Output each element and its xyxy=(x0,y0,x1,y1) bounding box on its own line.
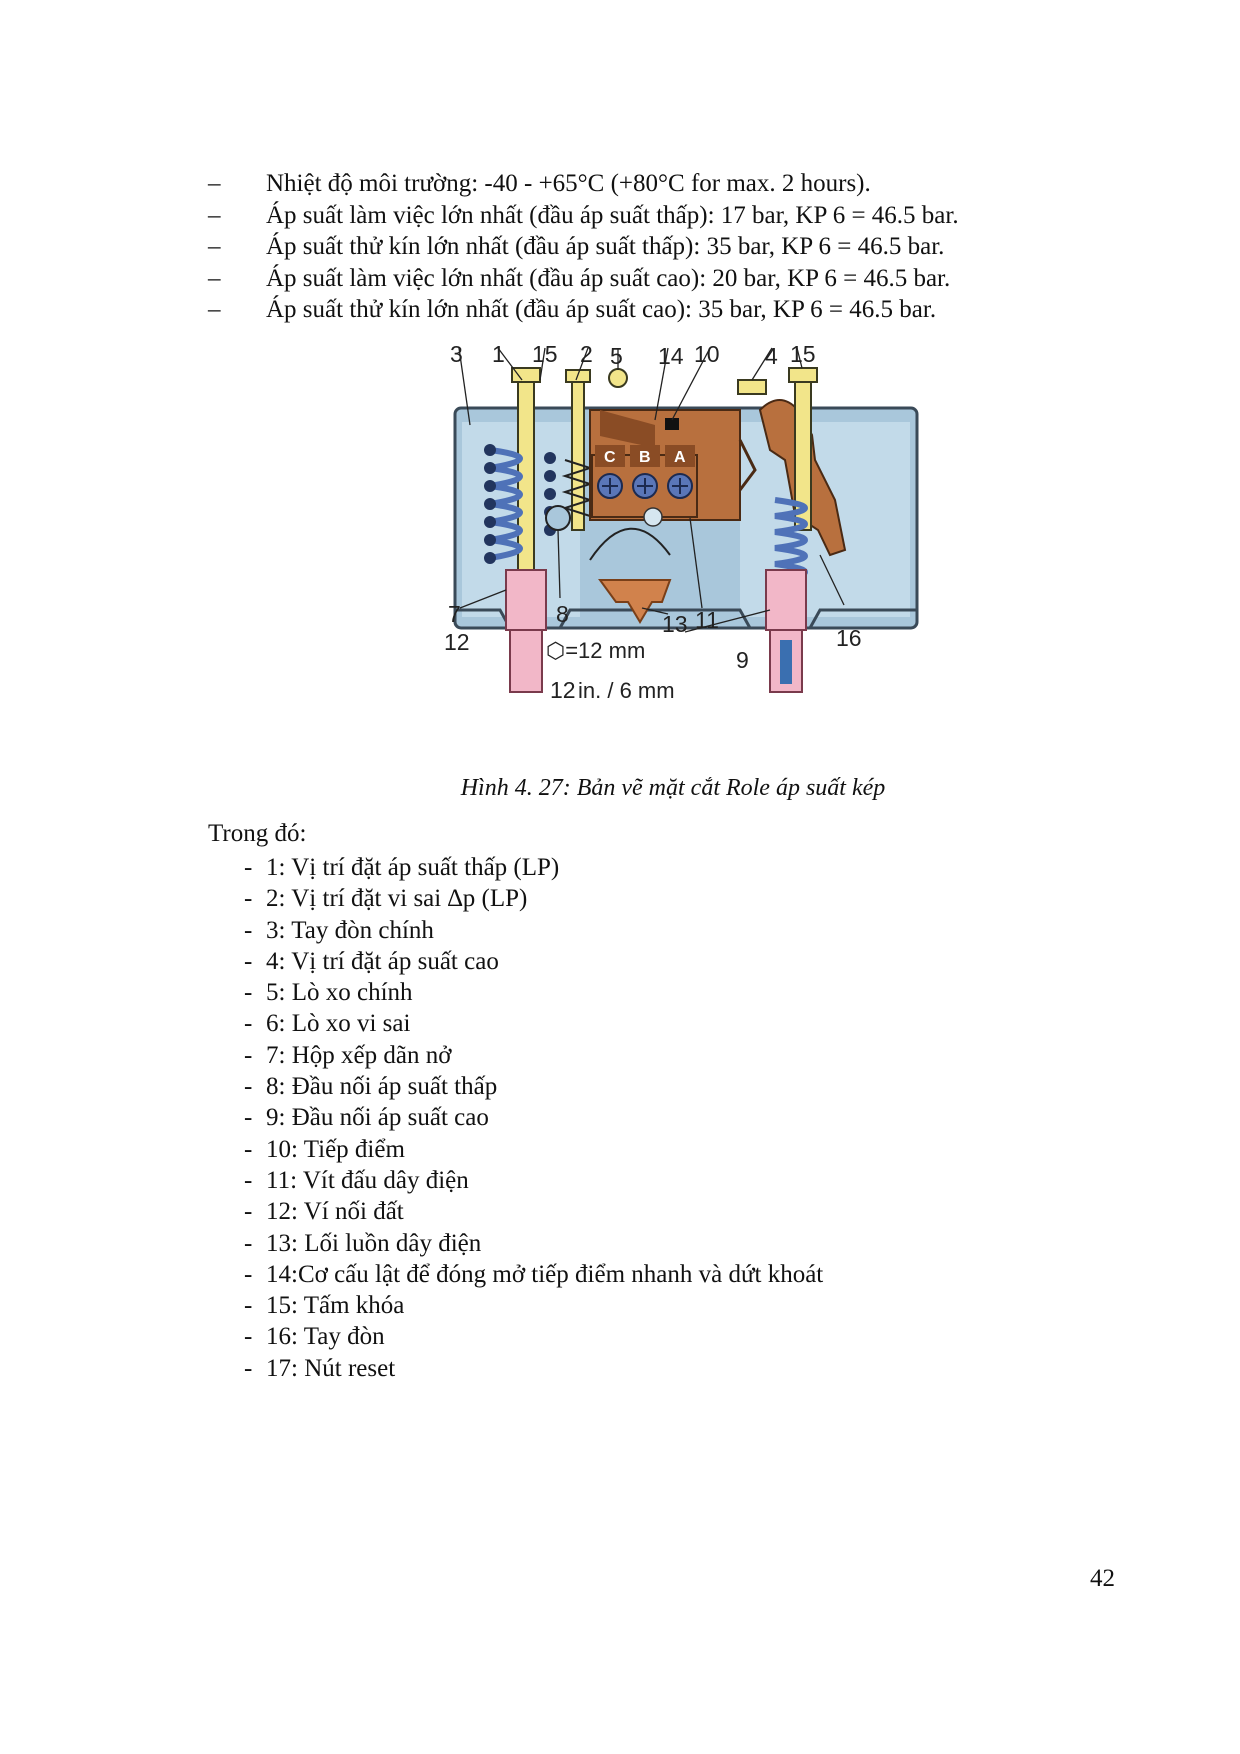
figure-caption: Hình 4. 27: Bản vẽ mặt cắt Role áp suất kép xyxy=(460,775,886,801)
legend-dash: - xyxy=(244,1166,253,1194)
legend-text: 11: Vít đấu dây điện xyxy=(266,1166,469,1194)
legend-dash: - xyxy=(244,1354,253,1382)
label-1: 1 xyxy=(492,341,505,367)
cross-section-drawing xyxy=(440,340,940,760)
legend-title: Trong đó: xyxy=(208,820,307,847)
label-10: 10 xyxy=(694,341,720,367)
legend-text: 13: Lối luồn dây điện xyxy=(266,1229,482,1257)
capillary-core xyxy=(780,640,792,684)
dim-hex-label: ⬡=12 mm xyxy=(546,638,646,663)
label-12-bottom: 12 xyxy=(550,677,576,703)
spec-dash: – xyxy=(208,233,221,260)
pivot xyxy=(644,508,662,526)
label-15-right: 15 xyxy=(790,341,816,367)
legend-dash: - xyxy=(244,885,253,913)
legend-text: 2: Vị trí đặt vi sai ∆p (LP) xyxy=(266,885,528,913)
legend-text: 16: Tay đòn xyxy=(266,1323,385,1351)
terminal-letter-c: C xyxy=(604,449,616,466)
spec-text: Áp suất thử kín lớn nhất (đầu áp suất cao): 35 bar, KP 6 = 46.5 bar. xyxy=(266,296,937,323)
label-8: 8 xyxy=(556,601,569,627)
label-2: 2 xyxy=(580,341,593,367)
legend-dash: - xyxy=(244,1292,253,1320)
legend-text: 3: Tay đòn chính xyxy=(266,916,434,944)
ground-screw xyxy=(546,506,570,530)
legend-dash: - xyxy=(244,947,253,975)
label-4: 4 xyxy=(765,343,778,369)
legend-dash: - xyxy=(244,854,253,881)
legend-dash: - xyxy=(244,916,253,944)
label-16: 16 xyxy=(836,625,862,651)
high-pressure-bellows xyxy=(766,570,806,630)
legend-dash: - xyxy=(244,1104,253,1132)
spec-item xyxy=(208,263,1168,295)
legend-text: 14:Cơ cấu lật để đóng mở tiếp điểm nhanh và dứt khoát xyxy=(266,1260,824,1288)
legend-text: 1: Vị trí đặt áp suất thấp (LP) xyxy=(266,854,560,881)
spec-text: Nhiệt độ môi trường: -40 - +65°C (+80°C for max. 2 hours). xyxy=(266,170,871,197)
high-pressure-screw-head xyxy=(789,368,817,382)
legend-text: 7: Hộp xếp dãn nở xyxy=(266,1041,452,1069)
differential-screw xyxy=(572,380,584,530)
terminal-letter-a: A xyxy=(674,449,686,466)
legend-dash: - xyxy=(244,1135,253,1163)
legend-dash: - xyxy=(244,1229,253,1257)
label-11: 11 xyxy=(695,607,719,633)
spec-item xyxy=(208,231,1168,263)
spec-dash: – xyxy=(208,296,221,323)
main-range-screw-head xyxy=(512,368,540,382)
legend-dash: - xyxy=(244,1073,253,1101)
dim-pipe-label: in. / 6 mm xyxy=(578,678,675,703)
low-pressure-bellows xyxy=(506,570,546,630)
spec-text: Áp suất làm việc lớn nhất (đầu áp suất cao): 20 bar, KP 6 = 46.5 bar. xyxy=(266,264,951,292)
label-14: 14 xyxy=(658,343,684,369)
legend-text: 8: Đầu nối áp suất thấp xyxy=(266,1073,498,1101)
spec-item xyxy=(208,168,1168,200)
label-15-left: 15 xyxy=(532,341,558,367)
legend-text: 6: Lò xo vi sai xyxy=(266,1010,411,1038)
label-9: 9 xyxy=(736,647,749,673)
label-5: 5 xyxy=(610,343,623,369)
legend-text: 17: Nút reset xyxy=(266,1354,396,1382)
legend-dash: - xyxy=(244,1041,253,1069)
legend-dash: - xyxy=(244,1198,253,1226)
legend-text: 12: Ví nối đất xyxy=(266,1198,404,1226)
spec-text: Áp suất thử kín lớn nhất (đầu áp suất thấp): 35 bar, KP 6 = 46.5 bar. xyxy=(266,233,945,260)
top-screw-head xyxy=(609,369,627,387)
spec-dash: – xyxy=(208,201,221,229)
legend-text: 9: Đầu nối áp suất cao xyxy=(266,1104,489,1132)
spec-item xyxy=(208,200,1168,232)
top-cap xyxy=(738,380,766,394)
legend-text: 15: Tấm khóa xyxy=(266,1292,405,1320)
legend-dash: - xyxy=(244,1010,253,1038)
spec-dash: – xyxy=(208,170,221,197)
legend-text: 4: Vị trí đặt áp suất cao xyxy=(266,947,499,975)
spec-list xyxy=(208,168,1168,326)
label-12-left: 12 xyxy=(444,629,470,655)
legend-dash: - xyxy=(244,1323,253,1351)
pressure-switch-figure xyxy=(440,340,940,760)
spec-text: Áp suất làm việc lớn nhất (đầu áp suất thấp): 17 bar, KP 6 = 46.5 bar. xyxy=(266,201,959,229)
label-13: 13 xyxy=(662,611,688,637)
legend-dash: - xyxy=(244,979,253,1007)
low-pressure-fitting xyxy=(510,630,542,692)
legend-text: 5: Lò xo chính xyxy=(266,979,413,1007)
label-3: 3 xyxy=(450,341,463,367)
label-7: 7 xyxy=(448,601,461,627)
spec-dash: – xyxy=(208,264,221,292)
terminal-letter-b: B xyxy=(639,449,651,466)
spec-item xyxy=(208,294,1168,326)
legend-text: 10: Tiếp điểm xyxy=(266,1135,405,1163)
main-range-screw xyxy=(518,380,534,590)
page-number: 42 xyxy=(1090,1565,1115,1592)
legend-dash: - xyxy=(244,1260,253,1288)
